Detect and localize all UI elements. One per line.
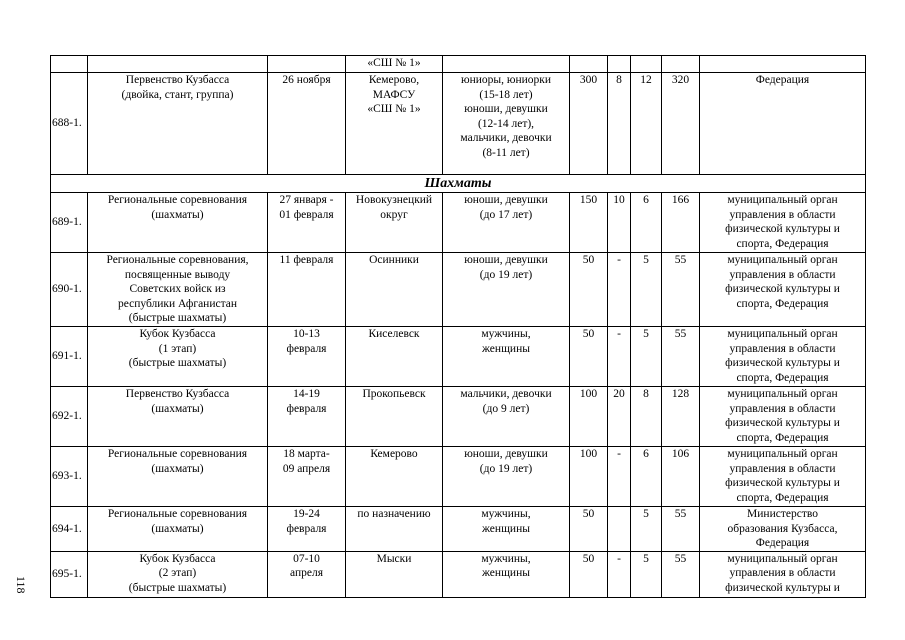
cell-c4: 320 — [662, 73, 700, 175]
cell-org: муниципальный орган управления в области физической культуры и спорта, Федерация — [700, 253, 866, 327]
page-number: 118 — [14, 576, 28, 594]
table-row — [51, 551, 866, 597]
cell-c1: 50 — [570, 253, 608, 327]
cell-org — [700, 56, 866, 73]
cell-participants: мужчины, женщины — [443, 327, 570, 387]
cell-place: по назначению — [346, 507, 443, 552]
cell-participants: мальчики, девочки (до 9 лет) — [443, 387, 570, 447]
cell-date: 07-10 апреля — [268, 551, 346, 597]
table-row — [51, 447, 866, 507]
events-table — [50, 55, 866, 598]
cell-org: муниципальный орган управления в области физической культуры и — [700, 551, 866, 597]
table-row — [51, 507, 866, 552]
cell-c2: 20 — [608, 387, 631, 447]
cell-name: Региональные соревнования, посвященные выводу Советских войск из республики Афганистан (быстрые шахматы) — [88, 253, 268, 327]
table-row — [51, 327, 866, 387]
cell-c2 — [608, 507, 631, 552]
cell-c3 — [631, 56, 662, 73]
table-row — [51, 193, 866, 253]
cell-c4: 106 — [662, 447, 700, 507]
table-row — [51, 73, 866, 175]
cell-place: Мыски — [346, 551, 443, 597]
cell-c1: 100 — [570, 447, 608, 507]
cell-c1: 300 — [570, 73, 608, 175]
cell-c4: 166 — [662, 193, 700, 253]
cell-org: Министерство образования Кузбасса, Федерация — [700, 507, 866, 552]
cell-date — [268, 56, 346, 73]
cell-org: Федерация — [700, 73, 866, 175]
cell-c4: 55 — [662, 253, 700, 327]
cell-c2: - — [608, 447, 631, 507]
cell-participants: юноши, девушки (до 19 лет) — [443, 253, 570, 327]
cell-c1: 150 — [570, 193, 608, 253]
cell-num: 693-1. — [51, 447, 88, 507]
cell-participants: юниоры, юниорки (15-18 лет) юноши, девушки (12-14 лет), мальчики, девочки (8-11 лет) — [443, 73, 570, 175]
cell-num: 695-1. — [51, 551, 88, 597]
cell-c4: 128 — [662, 387, 700, 447]
cell-c1: 50 — [570, 507, 608, 552]
cell-c3: 8 — [631, 387, 662, 447]
cell-place: Кемерово, МАФСУ «СШ № 1» — [346, 73, 443, 175]
cell-c3: 6 — [631, 447, 662, 507]
cell-participants: юноши, девушки (до 17 лет) — [443, 193, 570, 253]
cell-participants: юноши, девушки (до 19 лет) — [443, 447, 570, 507]
cell-org: муниципальный орган управления в области физической культуры и спорта, Федерация — [700, 447, 866, 507]
cell-participants: мужчины, женщины — [443, 507, 570, 552]
cell-participants: мужчины, женщины — [443, 551, 570, 597]
cell-c4: 55 — [662, 507, 700, 552]
cell-num: 694-1. — [51, 507, 88, 552]
cell-place: Прокопьевск — [346, 387, 443, 447]
cell-c3: 5 — [631, 551, 662, 597]
cell-c1: 100 — [570, 387, 608, 447]
cell-date: 11 февраля — [268, 253, 346, 327]
cell-name: Региональные соревнования (шахматы) — [88, 507, 268, 552]
cell-c2 — [608, 56, 631, 73]
cell-num: 692-1. — [51, 387, 88, 447]
cell-c3: 5 — [631, 327, 662, 387]
cell-participants — [443, 56, 570, 73]
cell-num: 691-1. — [51, 327, 88, 387]
cell-c4: 55 — [662, 327, 700, 387]
cell-place: Кемерово — [346, 447, 443, 507]
table-body — [51, 56, 866, 598]
cell-num: 688-1. — [51, 73, 88, 175]
table-row — [51, 253, 866, 327]
cell-name: Региональные соревнования (шахматы) — [88, 193, 268, 253]
cell-c2: - — [608, 551, 631, 597]
cell-name: Кубок Кузбасса (1 этап) (быстрые шахматы) — [88, 327, 268, 387]
table-row — [51, 387, 866, 447]
cell-date: 18 марта- 09 апреля — [268, 447, 346, 507]
cell-c4 — [662, 56, 700, 73]
cell-name: Первенство Кузбасса (шахматы) — [88, 387, 268, 447]
cell-c2: 8 — [608, 73, 631, 175]
cell-org: муниципальный орган управления в области физической культуры и спорта, Федерация — [700, 327, 866, 387]
cell-name — [88, 56, 268, 73]
cell-c2: - — [608, 327, 631, 387]
section-row — [51, 175, 866, 193]
table-row-continued — [51, 56, 866, 73]
cell-c3: 5 — [631, 507, 662, 552]
cell-place: Осинники — [346, 253, 443, 327]
cell-c1: 50 — [570, 551, 608, 597]
cell-org: муниципальный орган управления в области физической культуры и спорта, Федерация — [700, 387, 866, 447]
cell-org: муниципальный орган управления в области физической культуры и спорта, Федерация — [700, 193, 866, 253]
cell-place: «СШ № 1» — [346, 56, 443, 73]
cell-date: 10-13 февраля — [268, 327, 346, 387]
cell-num: 690-1. — [51, 253, 88, 327]
cell-num: 689-1. — [51, 193, 88, 253]
cell-date: 19-24 февраля — [268, 507, 346, 552]
cell-c1: 50 — [570, 327, 608, 387]
cell-name: Первенство Кузбасса (двойка, стант, группа) — [88, 73, 268, 175]
cell-c3: 6 — [631, 193, 662, 253]
cell-place: Новокузнецкий округ — [346, 193, 443, 253]
section-title: Шахматы — [51, 175, 866, 193]
cell-name: Региональные соревнования (шахматы) — [88, 447, 268, 507]
cell-place: Киселевск — [346, 327, 443, 387]
cell-c1 — [570, 56, 608, 73]
cell-c2: - — [608, 253, 631, 327]
cell-c4: 55 — [662, 551, 700, 597]
cell-c3: 5 — [631, 253, 662, 327]
cell-num — [51, 56, 88, 73]
cell-name: Кубок Кузбасса (2 этап) (быстрые шахматы) — [88, 551, 268, 597]
cell-date: 26 ноября — [268, 73, 346, 175]
cell-date: 27 января - 01 февраля — [268, 193, 346, 253]
cell-c2: 10 — [608, 193, 631, 253]
cell-c3: 12 — [631, 73, 662, 175]
cell-date: 14-19 февраля — [268, 387, 346, 447]
